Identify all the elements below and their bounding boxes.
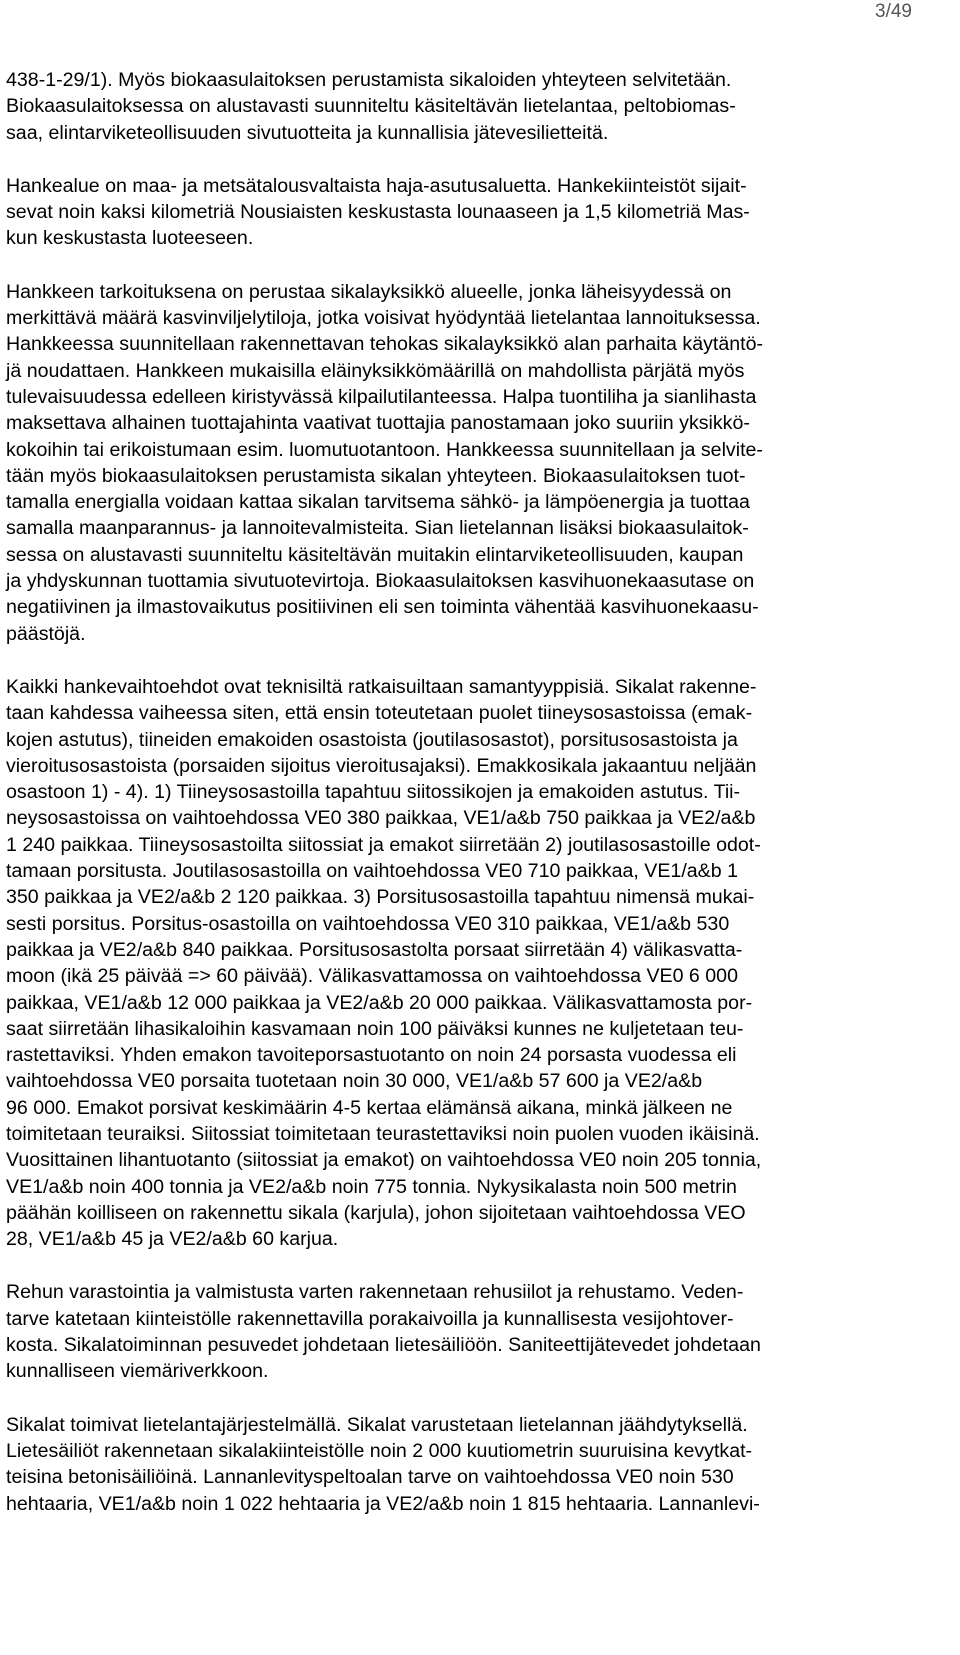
paragraph: [6, 674, 950, 1253]
text-line: kun keskustasta luoteeseen.: [6, 227, 254, 250]
text-line: jä noudattaen. Hankkeen mukaisilla eläinyksikkömäärillä on mahdollista pärjätä myös: [6, 359, 745, 382]
text-line: osastoon 1) - 4). 1) Tiineysosastoilla tapahtuu siitossikojen ja emakoiden astutus. Tii-: [6, 781, 741, 804]
text-line: 28, VE1/a&b 45 ja VE2/a&b 60 karjua.: [6, 1228, 339, 1251]
text-line: 438-1-29/1). Myös biokaasulaitoksen perustamista sikaloiden yhteyteen selvitetään.: [6, 69, 732, 91]
text-line: päästöjä.: [6, 622, 86, 645]
text-line: tarve katetaan kiinteistölle rakennettavilla porakaivoilla ja kunnallisesta vesijohtover-: [6, 1307, 734, 1330]
page-number: 3/49: [875, 1, 912, 22]
text-line: ja yhdyskunnan tuottamia sivutuotevirtoja. Biokaasulaitoksen kasvihuonekaasutase on: [6, 570, 755, 593]
text-line: Sikalat toimivat lietelantajärjestelmällä. Sikalat varustetaan lietelannan jäähdytyksellä.: [6, 1413, 748, 1436]
text-line: sevat noin kaksi kilometriä Nousiaisten keskustasta lounaaseen ja 1,5 kilometriä Mas-: [6, 201, 750, 224]
text-line: tään myös biokaasulaitoksen perustamista sikalan yhteyteen. Biokaasulaitoksen tuot-: [6, 464, 746, 487]
text-line: Lietesäiliöt rakennetaan sikalakiinteistölle noin 2 000 kuutiometrin suuruisina kevytkat-: [6, 1439, 753, 1462]
text-line: negatiivinen ja ilmastovaikutus positiivinen eli sen toiminta vähentää kasvihuonekaasu-: [6, 596, 759, 619]
text-line: VE1/a&b noin 400 tonnia ja VE2/a&b noin 775 tonnia. Nykysikalasta noin 500 metrin: [6, 1175, 737, 1198]
text-line: 96 000. Emakot porsivat keskimäärin 4-5 kertaa elämänsä aikana, minkä jälkeen ne: [6, 1096, 733, 1119]
text-line: tamaan porsitusta. Joutilasosastoilla on vaihtoehdossa VE0 710 paikkaa, VE1/a&b 1: [6, 860, 738, 883]
text-line: 350 paikkaa ja VE2/a&b 2 120 paikkaa. 3) Porsitusosastoilla tapahtuu nimensä mukai-: [6, 886, 755, 909]
text-line: tulevaisuudessa edelleen kiristyvässä kilpailutilanteessa. Halpa tuontiliha ja sianlihasta: [6, 385, 757, 408]
text-line: kosta. Sikalatoiminnan pesuvedet johdetaan lietesäiliöön. Saniteettijätevedet johdetaan: [6, 1334, 761, 1357]
text-line: Hankealue on maa- ja metsätalousvaltaista haja-asutusaluetta. Hankekiinteistöt sijait-: [6, 174, 747, 197]
text-line: merkittävä määrä kasvinviljelytiloja, jotka voisivat hyödyntää lietelantaa lannoituksessa.: [6, 307, 761, 330]
text-line: 1 240 paikkaa. Tiineysosastoilta siitossiat ja emakot siirretään 2) joutilasosastoille odot-: [6, 833, 761, 856]
paragraph: [6, 1279, 950, 1384]
text-line: kojen astutus), tiineiden emakoiden osastoista (joutilasosastot), porsitusosastoista ja: [6, 728, 738, 751]
text-line: Biokaasulaitoksessa on alustavasti suunniteltu käsiteltävän lietelantaa, peltobiomas-: [6, 95, 736, 118]
text-line: vaihtoehdossa VE0 porsaita tuotetaan noin 30 000, VE1/a&b 57 600 ja VE2/a&b: [6, 1070, 703, 1093]
text-line: paikkaa ja VE2/a&b 840 paikkaa. Porsitusosastolta porsaat siirretään 4) välikasvatta-: [6, 938, 743, 961]
text-line: Rehun varastointia ja valmistusta varten rakennetaan rehusiilot ja rehustamo. Veden-: [6, 1281, 744, 1304]
text-line: vieroitusosastoista (porsaiden sijoitus vieroitusajaksi). Emakkosikala jakaantuu neljään: [6, 754, 757, 777]
text-line: saa, elintarviketeollisuuden sivutuotteita ja kunnallisia jätevesilietteitä.: [6, 121, 609, 144]
text-line: rastettaviksi. Yhden emakon tavoiteporsastuotanto on noin 24 porsasta vuodessa eli: [6, 1044, 737, 1067]
text-line: saat siirretään lihasikaloihin kasvamaan noin 100 päiväksi kunnes ne kuljetetaan teu-: [6, 1017, 744, 1040]
paragraph: [6, 67, 950, 146]
text-line: moon (ikä 25 päivää => 60 päivää). Välikasvattamossa on vaihtoehdossa VE0 6 000: [6, 965, 738, 988]
text-line: Hankkeen tarkoituksena on perustaa sikalayksikkö alueelle, jonka läheisyydessä on: [6, 280, 732, 303]
text-line: kokoihin tai erikoistumaan esim. luomutuotantoon. Hankkeessa suunnitellaan ja selvite-: [6, 438, 763, 461]
text-line: sesti porsitus. Porsitus-osastoilla on vaihtoehdossa VE0 310 paikkaa, VE1/a&b 530: [6, 912, 730, 935]
text-line: Kaikki hankevaihtoehdot ovat teknisiltä ratkaisuiltaan samantyyppisiä. Sikalat rakenne-: [6, 675, 757, 698]
text-line: neysosastoissa on vaihtoehdossa VE0 380 paikkaa, VE1/a&b 750 paikkaa ja VE2/a&b: [6, 807, 756, 830]
text-line: taan kahdessa vaiheessa siten, että ensin toteutetaan puolet tiineysosastoissa (emak-: [6, 702, 753, 725]
text-line: sessa on alustavasti suunniteltu käsiteltävän muitakin elintarviketeollisuuden, kaupan: [6, 543, 744, 566]
document-body: [6, 67, 950, 1544]
text-line: tamalla energialla voidaan kattaa sikalan tarvitsema sähkö- ja lämpöenergia ja tuottaa: [6, 491, 750, 514]
text-line: päähän koilliseen on rakennettu sikala (karjula), johon sijoitetaan vaihtoehdossa VEO: [6, 1201, 746, 1224]
text-line: teisina betonisäiliöinä. Lannanlevityspeltoalan tarve on vaihtoehdossa VE0 noin 530: [6, 1466, 734, 1489]
paragraph: [6, 279, 950, 647]
text-line: Vuosittainen lihantuotanto (siitossiat ja emakot) on vaihtoehdossa VE0 noin 205 tonnia,: [6, 1149, 762, 1172]
text-line: maksettava alhainen tuottajahinta vaativat tuottajia panostamaan joko suuriin yksikkö-: [6, 412, 750, 435]
text-line: paikkaa, VE1/a&b 12 000 paikkaa ja VE2/a&b 20 000 paikkaa. Välikasvattamosta por-: [6, 991, 753, 1014]
paragraph: [6, 1412, 950, 1517]
text-line: hehtaaria, VE1/a&b noin 1 022 hehtaaria ja VE2/a&b noin 1 815 hehtaaria. Lannanlevi-: [6, 1492, 760, 1515]
text-line: samalla maanparannus- ja lannoitevalmisteita. Sian lietelannan lisäksi biokaasulaitok-: [6, 517, 749, 540]
text-line: Hankkeessa suunnitellaan rakennettavan tehokas sikalayksikkö alan parhaita käytäntö-: [6, 333, 763, 356]
text-line: toimitetaan teuraiksi. Siitossiat toimitetaan teurastettaviksi noin puolen vuoden ikäisinä.: [6, 1122, 760, 1145]
text-line: kunnalliseen viemäriverkkoon.: [6, 1360, 269, 1383]
paragraph: [6, 173, 950, 252]
